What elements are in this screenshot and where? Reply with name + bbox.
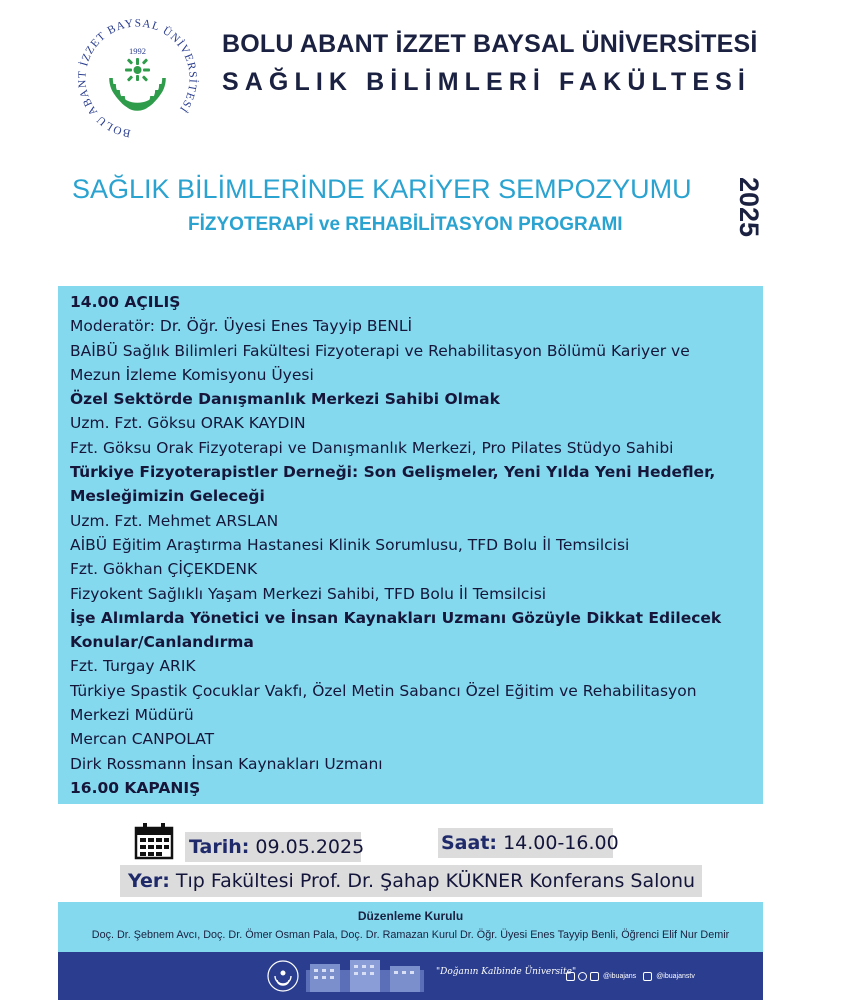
venue-label: Yer: <box>128 870 170 892</box>
program-line: AİBÜ Eğitim Araştırma Hastanesi Klinik Sorumlusu, TFD Bolu İl Temsilcisi <box>70 535 630 554</box>
venue-value: Tıp Fakültesi Prof. Dr. Şahap KÜKNER Konferans Salonu <box>175 870 696 892</box>
faculty-name: SAĞLIK BİLİMLERİ FAKÜLTESİ <box>222 68 751 96</box>
time-label: Saat: <box>441 832 498 854</box>
campus-building-icon <box>306 960 424 992</box>
university-logo <box>75 16 200 141</box>
program-line: Türkiye Spastik Çocuklar Vakfı, Özel Metin Sabancı Özel Eğitim ve Rehabilitasyon <box>70 681 697 700</box>
footer-slogan: "Doğanın Kalbinde Üniversite" <box>436 967 577 977</box>
program-line: BAİBÜ Sağlık Bilimleri Fakültesi Fizyoterapi ve Rehabilitasyon Bölümü Kariyer ve <box>70 341 690 360</box>
venue-badge <box>120 865 702 897</box>
social-handle: @ibuajans <box>603 972 637 980</box>
program-heading: Mesleğimizin Geleceği <box>70 487 265 506</box>
program-line: Mercan CANPOLAT <box>70 730 215 749</box>
program-panel <box>58 286 763 804</box>
committee-members: Doç. Dr. Şebnem Avcı, Doç. Dr. Ömer Osman Pala, Doç. Dr. Ramazan Kurul Dr. Öğr. Üyesi Enes Tayyip Benli, Öğrenci Elif Nur Demir <box>91 929 730 941</box>
time-value: 14.00-16.00 <box>503 832 619 854</box>
instagram-icon[interactable] <box>566 972 575 981</box>
program-line: Fzt. Gökhan ÇİÇEKDENK <box>70 560 258 579</box>
calendar-icon <box>134 822 174 860</box>
social-links <box>566 969 699 983</box>
youtube-icon[interactable] <box>578 972 587 981</box>
program-line: Fzt. Turgay ARIK <box>70 657 196 676</box>
university-name: BOLU ABANT İZZET BAYSAL ÜNİVERSİTESİ <box>222 30 758 58</box>
symposium-program: FİZYOTERAPİ ve REHABİLİTASYON PROGRAMI <box>188 214 623 235</box>
program-line: Moderatör: Dr. Öğr. Üyesi Enes Tayyip BENLİ <box>70 317 413 336</box>
symposium-title: SAĞLIK BİLİMLERİNDE KARİYER SEMPOZYUMU <box>72 174 692 204</box>
logo-year: 1992 <box>129 46 146 56</box>
committee-title: Düzenleme Kurulu <box>357 909 464 923</box>
date-value: 09.05.2025 <box>255 836 365 858</box>
program-heading: Konular/Canlandırma <box>70 633 254 652</box>
program-line: Uzm. Fzt. Mehmet ARSLAN <box>70 511 279 530</box>
social-handle-tv: @ibuajanstv <box>656 972 695 980</box>
program-line: Mezun İzleme Komisyonu Üyesi <box>70 365 314 384</box>
program-heading: Türkiye Fizyoterapistler Derneği: Son Gelişmeler, Yeni Yılda Yeni Hedefler, <box>70 463 716 482</box>
program-line: Dirk Rossmann İnsan Kaynakları Uzmanı <box>70 754 383 773</box>
symposium-year: 2025 <box>734 176 764 238</box>
footer-logo-icon <box>266 959 300 993</box>
program-heading: İşe Alımlarda Yönetici ve İnsan Kaynakları Uzmanı Gözüyle Dikkat Edilecek <box>70 608 722 627</box>
date-label: Tarih: <box>189 836 250 858</box>
date-badge <box>185 832 365 862</box>
program-line: Fizyokent Sağlıklı Yaşam Merkezi Sahibi, TFD Bolu İl Temsilcisi <box>70 584 547 603</box>
program-line: Fzt. Göksu Orak Fizyoterapi ve Danışmanlık Merkezi, Pro Pilates Stüdyo Sahibi <box>70 438 674 457</box>
footer-bar <box>58 952 763 1000</box>
logo-ring-text: BOLU ABANT İZZET BAYSAL ÜNİVERSİTESİ <box>76 17 199 140</box>
x-icon[interactable] <box>590 972 599 981</box>
time-badge <box>438 828 619 858</box>
program-list <box>58 286 763 800</box>
program-heading: 14.00 AÇILIŞ <box>70 293 181 311</box>
program-line: Uzm. Fzt. Göksu ORAK KAYDIN <box>70 414 306 433</box>
program-line: Merkezi Müdürü <box>70 706 194 725</box>
program-heading: 16.00 KAPANIŞ <box>70 778 201 797</box>
committee-panel <box>58 902 763 952</box>
facebook-icon[interactable] <box>643 972 652 981</box>
program-heading: Özel Sektörde Danışmanlık Merkezi Sahibi Olmak <box>70 390 500 409</box>
